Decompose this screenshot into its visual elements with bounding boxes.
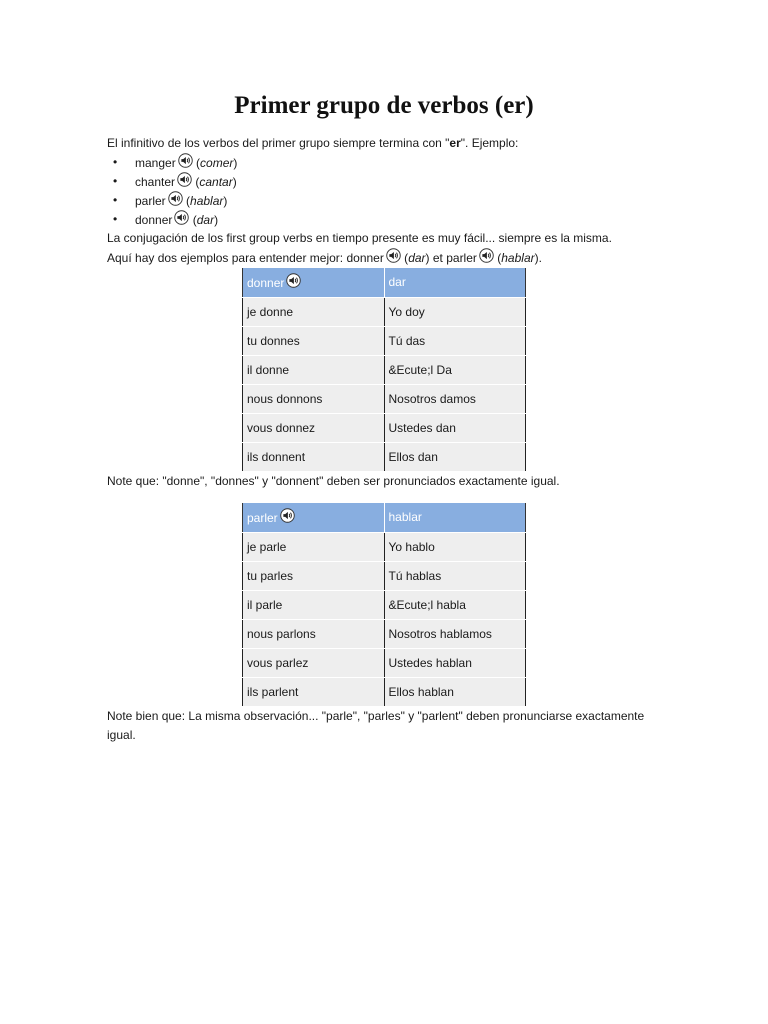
cell-french: ils parlent	[243, 678, 385, 707]
spacer	[107, 491, 667, 503]
note-parler: Note bien que: La misma observación... "parle", "parles" y "parlent" deben pronunciarse exactamente igual.	[107, 709, 645, 742]
cell-french: nous parlons	[243, 620, 385, 649]
example-word: donner	[135, 213, 173, 227]
speaker-icon[interactable]	[386, 248, 401, 263]
intro-text-before: El infinitivo de los verbos del primer grupo siempre termina con "	[107, 136, 450, 150]
table-row	[243, 443, 526, 472]
example-word: manger	[135, 156, 176, 170]
speaker-icon[interactable]	[479, 248, 494, 263]
speaker-icon[interactable]	[174, 210, 189, 225]
list-item: • parler (hablar)	[113, 193, 228, 208]
cell-french: il donne	[243, 356, 385, 385]
cell-french: vous parlez	[243, 649, 385, 678]
bullet-icon: •	[113, 212, 118, 226]
example-translation: comer	[200, 156, 234, 170]
list-item: • donner (dar)	[113, 212, 219, 227]
cell-spanish: &Ecute;l Da	[384, 356, 526, 385]
cell-french: nous donnons	[243, 385, 385, 414]
header-cell-fr	[243, 268, 385, 298]
table-row	[243, 385, 526, 414]
table-row	[243, 414, 526, 443]
intro-text-after: ". Ejemplo:	[460, 136, 519, 150]
speaker-icon[interactable]	[168, 191, 183, 206]
page-title: Primer grupo de verbos (er)	[234, 92, 534, 119]
cell-french: tu donnes	[243, 327, 385, 356]
table-header-row	[243, 268, 526, 298]
note-donner: Note que: "donne", "donnes" y "donnent" deben ser pronunciados exactamente igual.	[107, 474, 560, 488]
bullet-icon: •	[113, 174, 118, 188]
table-row	[243, 620, 526, 649]
speaker-icon[interactable]	[177, 172, 192, 187]
cell-french: il parle	[243, 591, 385, 620]
cell-french: je parle	[243, 533, 385, 562]
intro-paragraph	[107, 134, 667, 153]
list-item: • manger (comer)	[113, 155, 238, 170]
cell-french: tu parles	[243, 562, 385, 591]
cell-spanish: Ellos hablan	[384, 678, 526, 707]
examples-text-middle: et parler	[432, 251, 477, 265]
table-row	[243, 533, 526, 562]
table-row	[243, 356, 526, 385]
cell-spanish: &Ecute;l habla	[384, 591, 526, 620]
cell-spanish: Yo hablo	[384, 533, 526, 562]
cell-french: ils donnent	[243, 443, 385, 472]
header-cell-es: dar	[384, 268, 526, 298]
cell-spanish: Yo doy	[384, 298, 526, 327]
cell-spanish: Tú hablas	[384, 562, 526, 591]
bullet-icon: •	[113, 155, 118, 169]
cell-spanish: Ustedes hablan	[384, 649, 526, 678]
header-cell-es: hablar	[384, 503, 526, 533]
cell-french: je donne	[243, 298, 385, 327]
example-translation: dar	[196, 213, 215, 227]
table-row	[243, 298, 526, 327]
donner-table-wrap	[107, 268, 667, 472]
bullet-icon: •	[113, 193, 118, 207]
parler-table-wrap	[107, 503, 667, 707]
example-translation: cantar	[199, 175, 233, 189]
cell-french: vous donnez	[243, 414, 385, 443]
speaker-icon[interactable]	[286, 273, 301, 288]
list-item: • chanter (cantar)	[113, 174, 237, 189]
cell-spanish: Tú das	[384, 327, 526, 356]
header-label-fr: donner	[247, 275, 285, 290]
speaker-icon[interactable]	[178, 153, 193, 168]
table-row	[243, 591, 526, 620]
example-word: parler	[135, 194, 166, 208]
conjugation-paragraph: La conjugación de los first group verbs en tiempo presente es muy fácil... siempre es la misma.	[107, 231, 612, 245]
header-cell-fr	[243, 503, 385, 533]
conjugation-table-donner	[242, 268, 526, 472]
table-row	[243, 649, 526, 678]
cell-spanish: Ellos dan	[384, 443, 526, 472]
cell-spanish: Nosotros damos	[384, 385, 526, 414]
header-label-fr: parler	[247, 510, 278, 525]
example-translation: hablar	[190, 194, 224, 208]
table-header-row	[243, 503, 526, 533]
intro-bold-suffix: er	[449, 136, 461, 150]
example-word: chanter	[135, 175, 176, 189]
cell-spanish: Ustedes dan	[384, 414, 526, 443]
translation-dar: dar	[408, 251, 426, 265]
conjugation-table-parler	[242, 503, 526, 707]
translation-hablar: hablar	[501, 251, 535, 265]
examples-paragraph: Aquí hay dos ejemplos para entender mejor: donner (dar) et parler (hablar).	[107, 248, 667, 268]
table-row	[243, 327, 526, 356]
examples-text-before: Aquí hay dos ejemplos para entender mejor: donner	[107, 251, 384, 265]
example-list	[107, 153, 667, 229]
table-row	[243, 562, 526, 591]
document-body	[107, 134, 667, 745]
cell-spanish: Nosotros hablamos	[384, 620, 526, 649]
table-row	[243, 678, 526, 707]
speaker-icon[interactable]	[280, 508, 295, 523]
